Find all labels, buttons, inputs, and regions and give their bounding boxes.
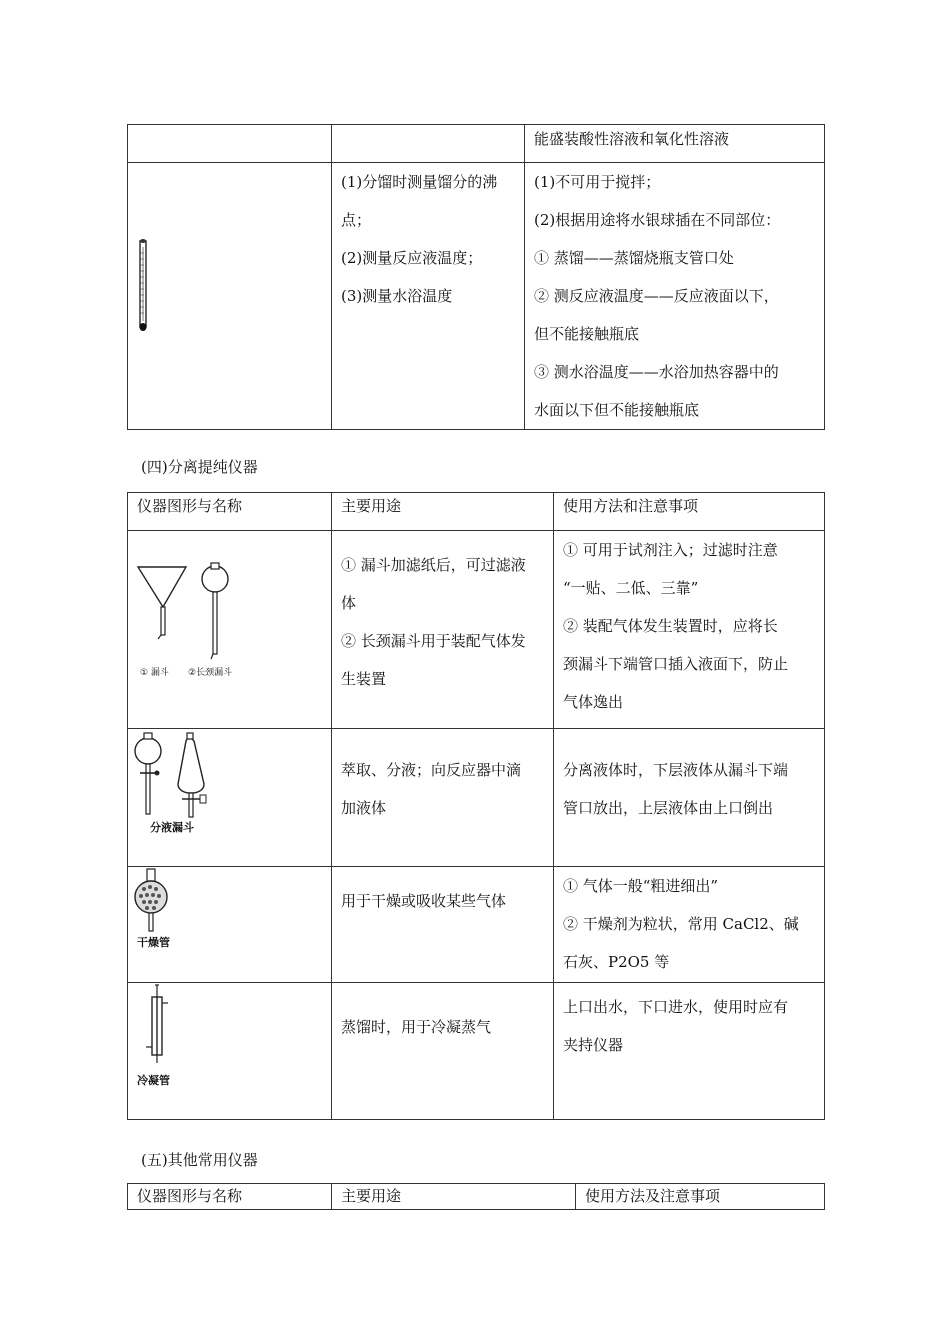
funnel-image-cell	[128, 531, 332, 729]
funnel-icon	[128, 531, 332, 729]
note-line: 分离液体时，下层液体从漏斗下端	[563, 761, 789, 779]
separation-instruments-table	[127, 492, 825, 1120]
note-line: ① 可用于试剂注入；过滤时注意	[563, 541, 778, 559]
drying-tube-image-cell	[128, 867, 332, 983]
header-notes: 使用方法及注意事项	[585, 1187, 721, 1205]
funnel-uses-cell	[332, 531, 554, 729]
header-use: 主要用途	[341, 497, 402, 515]
table-row	[128, 729, 825, 867]
condenser-caption: 冷凝管	[137, 1074, 170, 1087]
header-cell	[332, 1184, 576, 1210]
header-name: 仪器图形与名称	[137, 1187, 243, 1205]
note-line: 管口放出，上层液体由上口倒出	[563, 799, 774, 817]
header-name: 仪器图形与名称	[137, 497, 243, 515]
thermometer-image-cell	[128, 163, 332, 430]
other-instruments-table	[127, 1183, 825, 1210]
use-line: (1)分馏时测量馏分的沸	[341, 173, 498, 191]
cell-acid-note	[525, 125, 825, 163]
use-line: (3)测量水浴温度	[341, 287, 453, 305]
table-row	[128, 531, 825, 729]
separatory-funnel-image-cell	[128, 729, 332, 867]
use-line: 萃取、分液；向反应器中滴	[341, 761, 522, 779]
use-line: 体	[341, 594, 357, 612]
use-line: ② 长颈漏斗用于装配气体发	[341, 632, 526, 650]
long-neck-funnel-caption: ②长颈漏斗	[188, 668, 233, 678]
header-cell	[554, 493, 825, 531]
separatory-funnel-icon	[128, 729, 332, 867]
note-line: (1)不可用于搅拌；	[534, 173, 661, 191]
note-line: ② 干燥剂为粒状，常用 CaCl2、碱	[563, 915, 799, 933]
note-line: 上口出水，下口进水，使用时应有	[563, 998, 789, 1016]
separatory-funnel-notes-cell	[554, 729, 825, 867]
note-line: 气体逸出	[563, 693, 624, 711]
note-line: ① 蒸馏——蒸馏烧瓶支管口处	[534, 249, 734, 267]
condenser-uses-cell	[332, 983, 554, 1120]
header-cell	[128, 493, 332, 531]
note-line: “一贴、二低、三靠”	[563, 579, 699, 597]
use-line: 加液体	[341, 799, 387, 817]
thermometer-notes-cell	[525, 163, 825, 430]
table-header-row	[128, 1184, 825, 1210]
section-title-separation: (四)分离提纯仪器	[141, 458, 258, 476]
cell-empty	[128, 125, 332, 163]
thermometer-icon	[128, 163, 332, 430]
use-line: 蒸馏时，用于冷凝蒸气	[341, 1018, 492, 1036]
note-line: 水面以下但不能接触瓶底	[534, 401, 700, 419]
table-row	[128, 867, 825, 983]
separatory-funnel-uses-cell	[332, 729, 554, 867]
header-notes: 使用方法和注意事项	[563, 497, 699, 515]
header-use: 主要用途	[341, 1187, 402, 1205]
thermometer-uses-cell	[332, 163, 525, 430]
table-row	[128, 983, 825, 1120]
funnel-caption: ① 漏斗	[140, 668, 169, 678]
note-line: 但不能接触瓶底	[534, 325, 640, 343]
use-line: (2)测量反应液温度；	[341, 249, 483, 267]
header-cell	[128, 1184, 332, 1210]
continued-table	[127, 124, 825, 430]
funnel-notes-cell	[554, 531, 825, 729]
use-line: 用于干燥或吸收某些气体	[341, 892, 507, 910]
use-line: ① 漏斗加滤纸后，可过滤液	[341, 556, 526, 574]
note-line: ② 装配气体发生装置时，应将长	[563, 617, 778, 635]
drying-tube-icon	[128, 867, 332, 983]
condenser-image-cell	[128, 983, 332, 1120]
table-header-row	[128, 493, 825, 531]
header-cell	[576, 1184, 825, 1210]
note-line: ③ 测水浴温度——水浴加热容器中的	[534, 363, 779, 381]
note-line: 石灰、P2O5 等	[563, 953, 670, 971]
condenser-notes-cell	[554, 983, 825, 1120]
note-line: 颈漏斗下端管口插入液面下，防止	[563, 655, 789, 673]
note-text: 能盛装酸性溶液和氧化性溶液	[534, 130, 730, 148]
drying-tube-notes-cell	[554, 867, 825, 983]
use-line: 点；	[341, 211, 372, 229]
header-cell	[332, 493, 554, 531]
note-line: ② 测反应液温度——反应液面以下，	[534, 287, 779, 305]
note-line: ① 气体一般“粗进细出”	[563, 877, 719, 895]
drying-tube-uses-cell	[332, 867, 554, 983]
use-line: 生装置	[341, 670, 387, 688]
separatory-funnel-caption: 分液漏斗	[150, 821, 194, 834]
section-title-other: (五)其他常用仪器	[141, 1151, 258, 1169]
note-line: 夹持仪器	[563, 1036, 624, 1054]
note-line: (2)根据用途将水银球插在不同部位：	[534, 211, 781, 229]
drying-tube-caption: 干燥管	[137, 936, 170, 949]
cell-empty	[332, 125, 525, 163]
condenser-icon	[128, 983, 332, 1120]
